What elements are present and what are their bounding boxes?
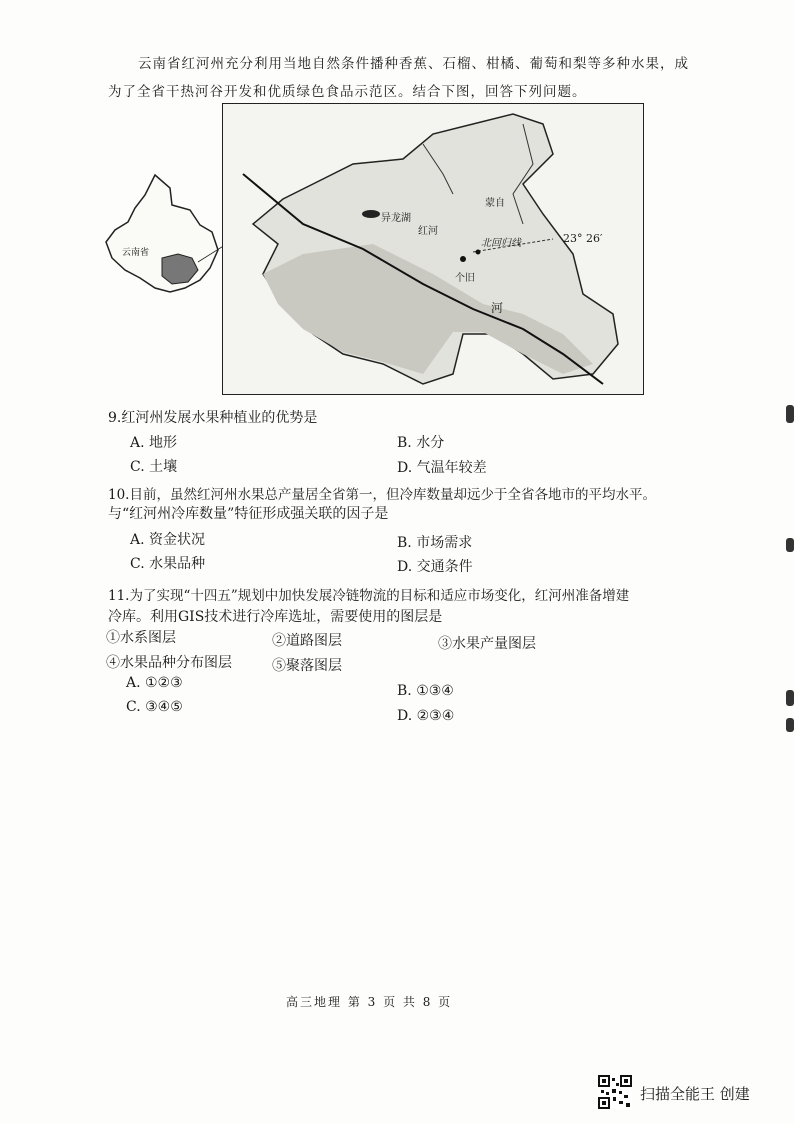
q11-option-d: D. ②③④ (397, 708, 455, 724)
question-11-stem-line-1: 11.为了实现“十四五”规划中加快发展冷链物流的目标和适应市场变化，红河州准备增建 (108, 588, 630, 604)
q9-option-b: B. 水分 (397, 435, 445, 451)
q9-option-c: C. 土壤 (130, 459, 178, 475)
intro-line-1: 云南省红河州充分利用当地自然条件播种香蕉、石榴、柑橘、葡萄和梨等多种水果，成 (138, 56, 689, 72)
q10-option-a: A. 资金状况 (130, 532, 206, 548)
city-label: 红河 (418, 226, 438, 237)
honghe-map (222, 103, 644, 395)
scan-edge-mark (786, 718, 794, 732)
qr-code-icon (598, 1075, 632, 1109)
inset-province-label: 云南省 (122, 248, 150, 258)
scan-edge-mark (786, 690, 794, 706)
layer-3: ③水果产量图层 (438, 636, 536, 652)
page-footer: 高三地理 第 3 页 共 8 页 (286, 995, 453, 1009)
layer-1: ①水系图层 (106, 630, 176, 646)
question-10-stem-line-2: 与“红河州冷库数量”特征形成强关联的因子是 (108, 506, 389, 522)
intro-line-2: 为了全省干热河谷开发和优质绿色食品示范区。结合下图，回答下列问题。 (108, 84, 587, 100)
scan-edge-mark (786, 538, 794, 552)
county2-label: 蒙自 (485, 198, 505, 209)
q11-option-a: A. ①②③ (126, 675, 183, 691)
layer-2: ②道路图层 (272, 633, 342, 649)
latitude-label: 23° 26′ (563, 232, 603, 245)
q9-option-d: D. 气温年较差 (397, 460, 487, 476)
river-label: 河 (491, 301, 504, 315)
question-11-stem-line-2: 冷库。利用GIS技术进行冷库选址，需要使用的图层是 (108, 609, 443, 625)
layer-5: ⑤聚落图层 (272, 658, 342, 674)
q11-option-b: B. ①③④ (397, 683, 454, 699)
q10-option-d: D. 交通条件 (397, 559, 473, 575)
map-relief (223, 104, 643, 394)
question-10-stem-line-1: 10.目前，虽然红河州水果总产量居全省第一，但冷库数量却远少于全省各地市的平均水平。 (108, 487, 656, 503)
layer-4: ④水果品种分布图层 (106, 655, 232, 671)
q10-option-c: C. 水果品种 (130, 556, 206, 572)
lake-label: 异龙湖 (381, 213, 411, 224)
q9-option-a: A. 地形 (130, 435, 178, 451)
county-label: 个旧 (455, 273, 475, 284)
scan-edge-mark (786, 405, 794, 423)
q11-option-c: C. ③④⑤ (126, 699, 183, 715)
yunnan-inset-map (100, 170, 230, 305)
scanner-watermark: 扫描全能王 创建 (640, 1085, 750, 1103)
tropic-label: 北回归线 (481, 238, 521, 249)
question-9-stem: 9.红河州发展水果种植业的优势是 (108, 410, 318, 426)
q10-option-b: B. 市场需求 (397, 535, 473, 551)
